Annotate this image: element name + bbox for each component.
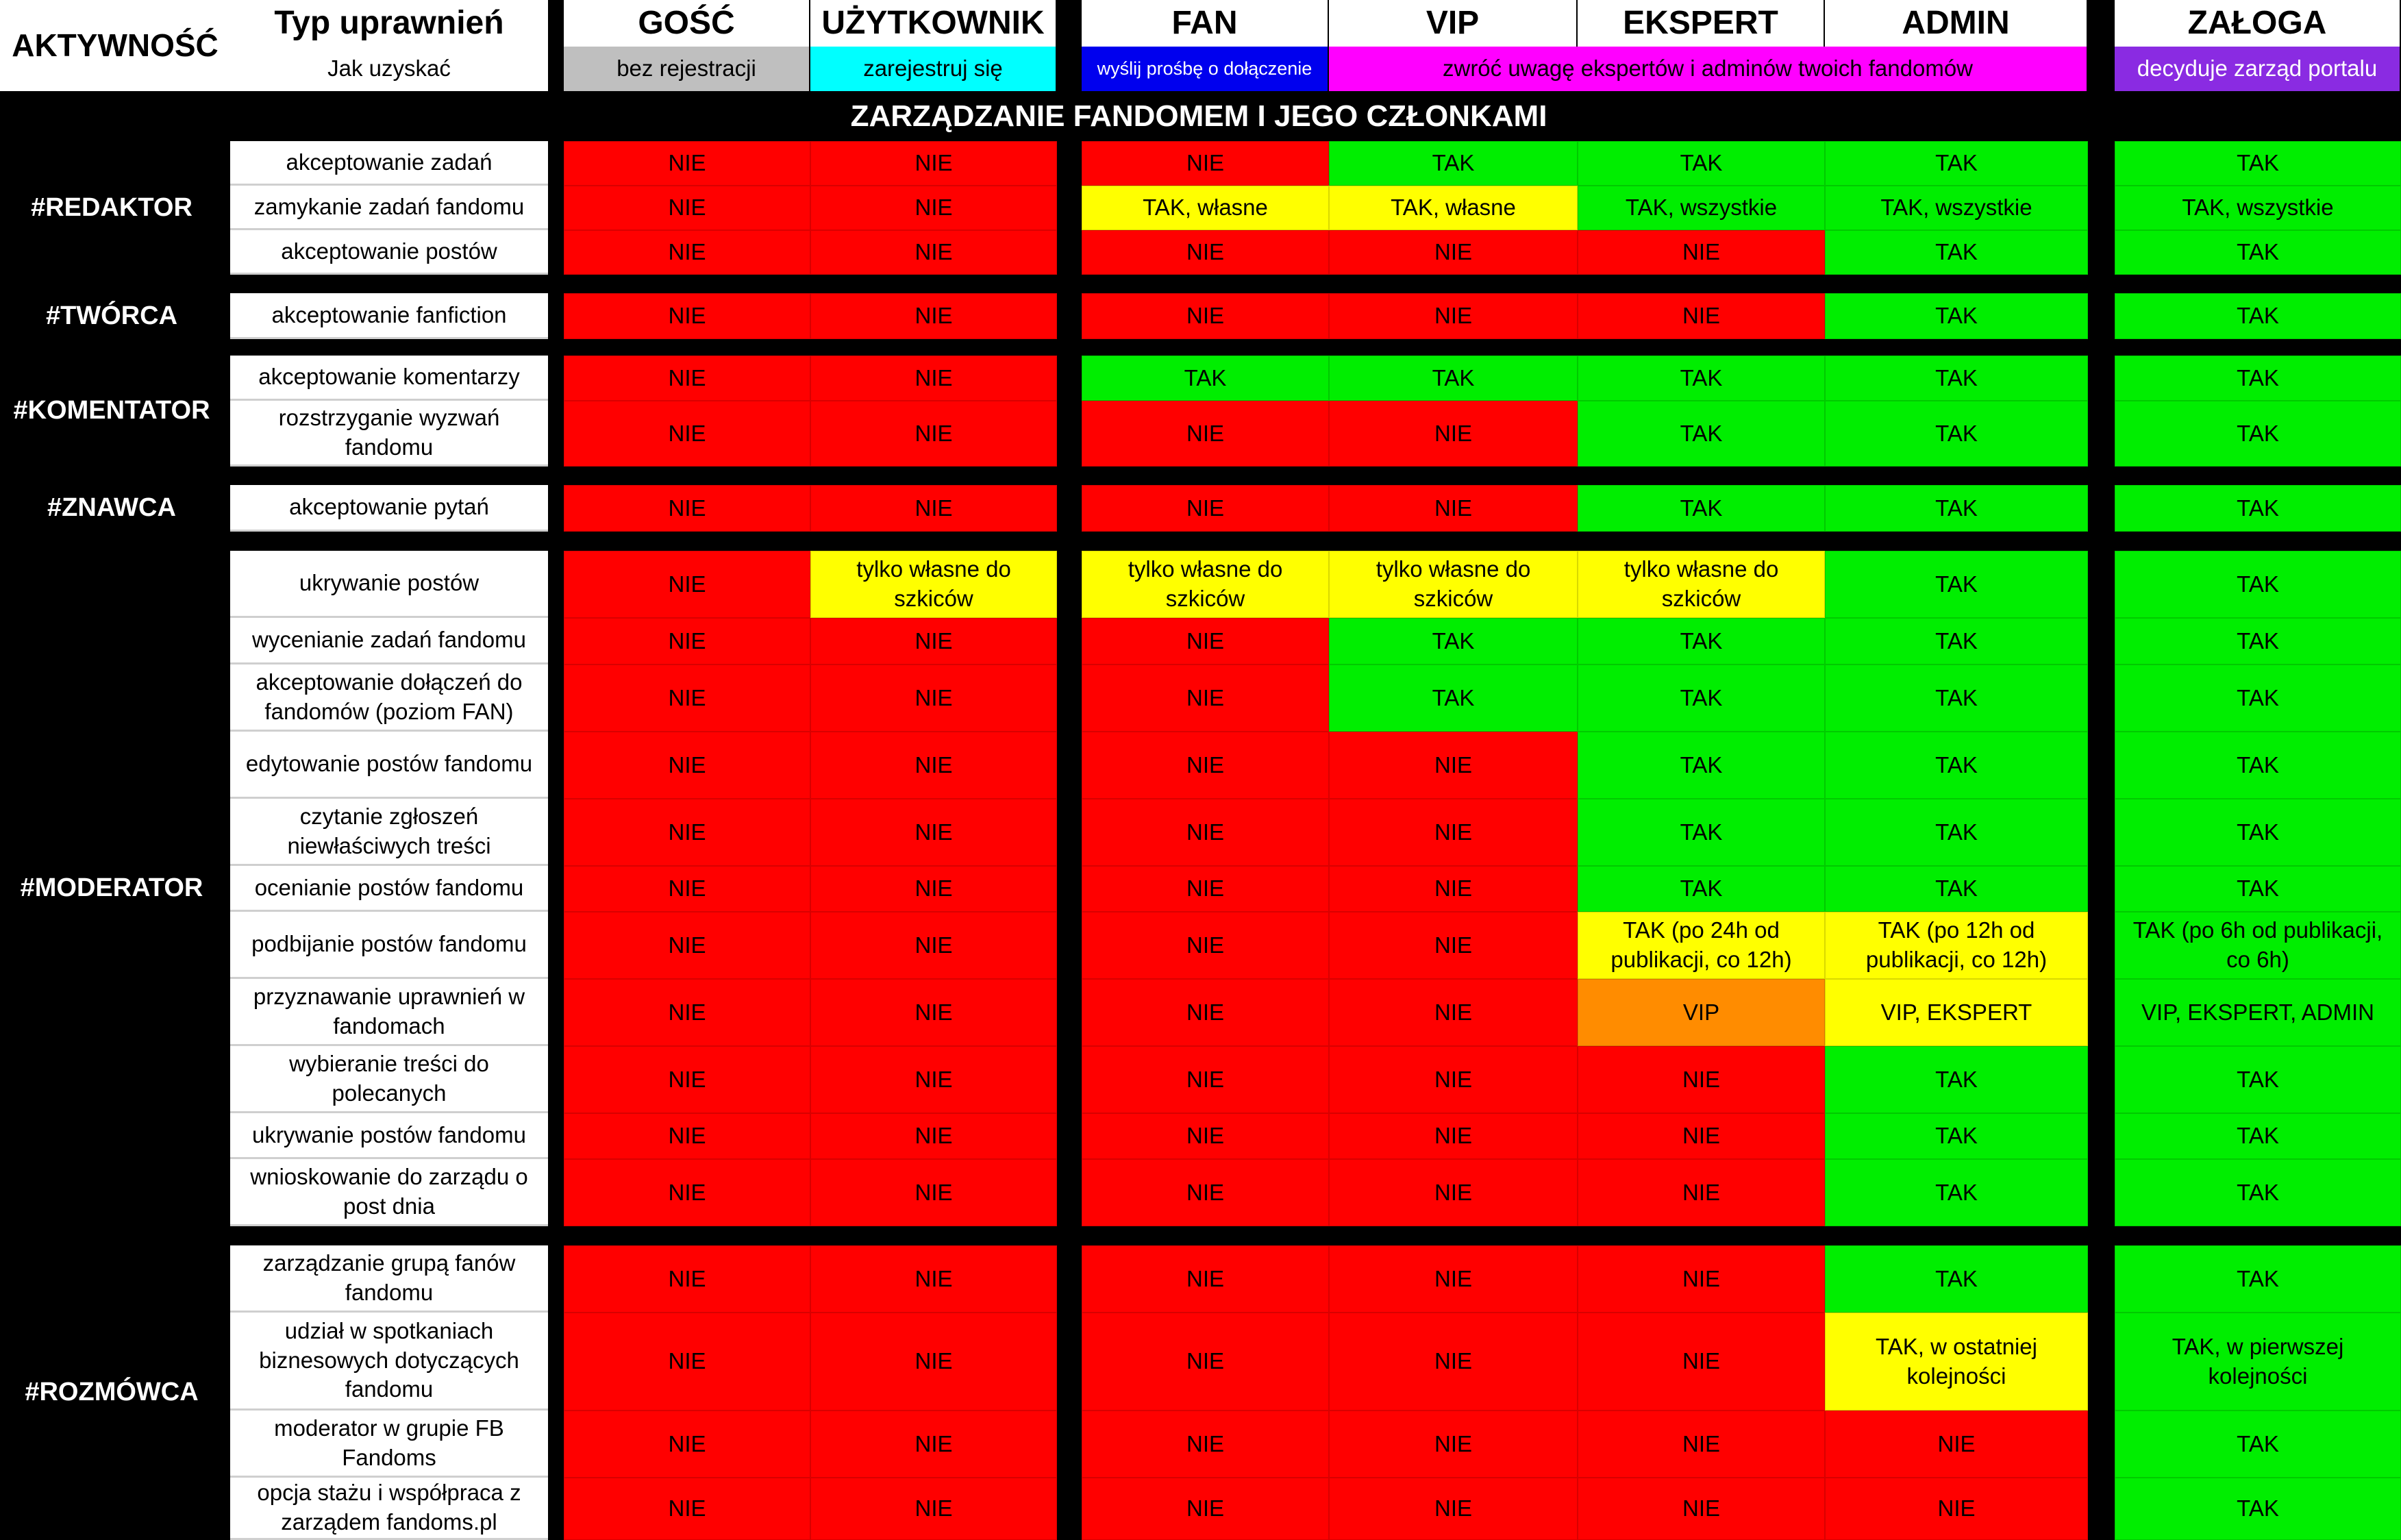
permission-cell: tylko własne do szkiców [1578,551,1825,618]
permission-cell: NIE [564,293,810,339]
permission-cell: NIE [810,912,1057,979]
permission-cell: VIP, EKSPERT, ADMIN [2115,979,2401,1046]
permission-cell: TAK [1578,141,1825,186]
permission-cell: NIE [564,356,810,401]
permission-cell: NIE [1082,293,1329,339]
permission-cell: NIE [564,912,810,979]
permission-cell: TAK [2115,485,2401,532]
permission-cell: TAK [2115,1046,2401,1113]
permission-cell: TAK, wszystkie [2115,186,2401,230]
activity-label: akceptowanie postów [230,230,548,275]
permission-cell: NIE [1329,1478,1578,1540]
group-label-znawca: #ZNAWCA [47,493,176,523]
permission-cell: TAK [1578,665,1825,732]
role-how-6: decyduje zarząd portalu [2115,47,2400,91]
permission-cell: NIE [810,1313,1057,1411]
permission-cell: TAK, własne [1082,186,1329,230]
permission-cell: NIE [1082,1478,1329,1540]
permission-cell: TAK [2115,665,2401,732]
role-header-6: ZAŁOGA [2115,0,2400,47]
permission-cell: TAK [1578,618,1825,665]
permission-cell: TAK [1082,356,1329,401]
permission-cell: NIE [810,141,1057,186]
activity-label: edytowanie postów fandomu [230,732,548,799]
permission-cell: TAK, w ostatniej kolejności [1825,1313,2088,1411]
permission-cell: NIE [1082,866,1329,912]
permission-cell: TAK [1578,401,1825,467]
permission-cell: TAK [1825,230,2088,275]
activity-label: wnioskowanie do zarządu o post dnia [230,1159,548,1226]
permission-cell: NIE [1082,401,1329,467]
group-label-moderator: #MODERATOR [20,873,203,903]
permission-cell: NIE [1329,912,1578,979]
permission-cell: TAK [1329,618,1578,665]
activity-label: ukrywanie postów [230,551,548,618]
role-how-3: zwróć uwagę ekspertów i adminów twoich fandomów [1329,47,2087,91]
permission-cell: NIE [564,1411,810,1478]
permission-cell: NIE [810,732,1057,799]
permission-cell: TAK [2115,293,2401,339]
permission-cell: NIE [810,979,1057,1046]
activity-label: podbijanie postów fandomu [230,912,548,979]
permission-cell: NIE [564,1046,810,1113]
permission-cell: NIE [564,186,810,230]
permission-cell: NIE [810,1159,1057,1226]
permission-cell: NIE [564,485,810,532]
permission-cell: NIE [1329,1411,1578,1478]
permission-cell: NIE [1082,618,1329,665]
permission-cell: TAK [1825,551,2088,618]
permission-cell: NIE [564,618,810,665]
activity-label: opcja stażu i współpraca z zarządem fandoms.pl [230,1478,548,1540]
permission-cell: NIE [1329,866,1578,912]
role-how-2: wyślij prośbę o dołączenie [1082,47,1328,91]
permission-cell: TAK [1578,866,1825,912]
permission-cell: NIE [810,665,1057,732]
permission-cell: NIE [1329,732,1578,799]
permission-cell: TAK [1825,356,2088,401]
permission-cell: NIE [564,732,810,799]
permission-cell: TAK, w pierwszej kolejności [2115,1313,2401,1411]
permission-cell: tylko własne do szkiców [810,551,1057,618]
permission-cell: TAK [1578,356,1825,401]
permission-cell: NIE [1329,293,1578,339]
activity-label: przyznawanie uprawnień w fandomach [230,979,548,1046]
permission-cell: NIE [1578,230,1825,275]
permission-cell: TAK (po 24h od publikacji, co 12h) [1578,912,1825,979]
permission-cell: NIE [1082,1113,1329,1159]
activity-header: AKTYWNOŚĆ [0,0,230,91]
permission-cell: NIE [1329,1245,1578,1313]
group-label-rozmówca: #ROZMÓWCA [25,1378,199,1407]
permission-cell: NIE [1825,1411,2088,1478]
permission-cell: TAK [2115,401,2401,467]
permission-cell: NIE [564,551,810,618]
permission-cell: TAK [2115,1478,2401,1540]
permission-cell: TAK [1825,732,2088,799]
permission-cell: NIE [1578,293,1825,339]
permission-cell: NIE [1578,1313,1825,1411]
permission-cell: TAK, własne [1329,186,1578,230]
permission-cell: NIE [564,1113,810,1159]
permission-cell: TAK (po 12h od publikacji, co 12h) [1825,912,2088,979]
permission-cell: TAK [1825,485,2088,532]
permission-cell: TAK [1578,732,1825,799]
permission-cell: TAK [2115,141,2401,186]
activity-label: akceptowanie fanfiction [230,293,548,339]
role-header-3: VIP [1329,0,1576,47]
permission-cell: NIE [1329,1159,1578,1226]
permission-cell: NIE [810,186,1057,230]
permission-cell: NIE [1825,1478,2088,1540]
activity-label: ukrywanie postów fandomu [230,1113,548,1159]
permission-cell: NIE [1329,979,1578,1046]
role-header-4: EKSPERT [1578,0,1824,47]
permission-cell: NIE [1329,1113,1578,1159]
role-header-0: GOŚĆ [564,0,809,47]
permission-cell: TAK [2115,618,2401,665]
permission-cell: NIE [564,1478,810,1540]
permission-cell: NIE [810,618,1057,665]
activity-label: zamykanie zadań fandomu [230,186,548,230]
permission-cell: TAK [2115,1411,2401,1478]
permission-cell: NIE [1082,485,1329,532]
activity-label: czytanie zgłoszeń niewłaściwych treści [230,799,548,866]
type-header: Typ uprawnień [230,0,548,47]
permission-cell: NIE [1329,485,1578,532]
permission-cell: NIE [1578,1478,1825,1540]
permission-cell: NIE [1082,1159,1329,1226]
permission-cell: TAK [2115,356,2401,401]
permission-cell: TAK [1825,799,2088,866]
group-label-komentator: #KOMENTATOR [13,396,210,425]
permission-cell: TAK [2115,230,2401,275]
permission-cell: NIE [1082,799,1329,866]
group-label-redaktor: #REDAKTOR [31,192,192,222]
permission-cell: NIE [810,485,1057,532]
permission-cell: TAK [1825,866,2088,912]
permission-cell: TAK [1825,665,2088,732]
permission-cell: TAK [2115,551,2401,618]
permission-cell: NIE [1082,1313,1329,1411]
permission-cell: NIE [1578,1046,1825,1113]
permission-cell: NIE [564,665,810,732]
activity-label: wybieranie treści do polecanych [230,1046,548,1113]
permission-cell: TAK [1825,1159,2088,1226]
activity-label: ocenianie postów fandomu [230,866,548,912]
role-how-0: bez rejestracji [564,47,809,91]
permission-cell: NIE [810,356,1057,401]
permission-cell: TAK [2115,732,2401,799]
permission-cell: tylko własne do szkiców [1082,551,1329,618]
permission-cell: NIE [1329,401,1578,467]
permission-cell: NIE [1329,799,1578,866]
activity-label: udział w spotkaniach biznesowych dotyczących fandomu [230,1313,548,1411]
permission-cell: NIE [1082,1411,1329,1478]
permission-cell: NIE [564,230,810,275]
group-label-twórca: #TWÓRCA [45,301,178,330]
permission-cell: NIE [564,799,810,866]
permission-cell: NIE [1329,1046,1578,1113]
permission-cell: NIE [564,1159,810,1226]
permission-cell: NIE [1082,732,1329,799]
permission-cell: NIE [1082,230,1329,275]
permission-cell: NIE [1082,1046,1329,1113]
permission-cell: TAK [1825,1245,2088,1313]
activity-label: akceptowanie dołączeń do fandomów (poziom FAN) [230,665,548,732]
permission-cell: NIE [810,1245,1057,1313]
activity-label: moderator w grupie FB Fandoms [230,1411,548,1478]
permission-cell: TAK [2115,799,2401,866]
permission-cell: NIE [1329,1313,1578,1411]
activity-label: rozstrzyganie wyzwań fandomu [230,401,548,467]
permission-cell: NIE [810,293,1057,339]
permission-cell: NIE [564,1313,810,1411]
permission-cell: TAK [1825,293,2088,339]
permission-cell: TAK [1329,141,1578,186]
activity-label: wycenianie zadań fandomu [230,618,548,665]
permission-cell: NIE [1578,1159,1825,1226]
permission-cell: TAK [1329,665,1578,732]
permission-cell: NIE [1578,1411,1825,1478]
permission-cell: NIE [1082,141,1329,186]
permission-cell: TAK [1825,1113,2088,1159]
permission-cell: TAK [1825,141,2088,186]
permission-cell: NIE [1578,1113,1825,1159]
permission-cell: VIP [1578,979,1825,1046]
permission-cell: TAK [1825,401,2088,467]
permission-cell: NIE [810,1046,1057,1113]
activity-label: akceptowanie pytań [230,485,548,532]
permission-cell: TAK [1825,618,2088,665]
how-to-get-header: Jak uzyskać [230,47,548,91]
permission-cell: NIE [810,401,1057,467]
role-header-2: FAN [1082,0,1328,47]
permission-cell: NIE [1082,1245,1329,1313]
permission-cell: tylko własne do szkiców [1329,551,1578,618]
permission-cell: NIE [810,230,1057,275]
permission-cell: NIE [564,141,810,186]
permission-cell: NIE [1082,665,1329,732]
permission-cell: NIE [1082,979,1329,1046]
permission-cell: TAK, wszystkie [1578,186,1825,230]
permission-cell: TAK [2115,1159,2401,1226]
permission-cell: VIP, EKSPERT [1825,979,2088,1046]
permission-cell: NIE [1082,912,1329,979]
permission-cell: NIE [810,1411,1057,1478]
activity-label: akceptowanie zadań [230,141,548,186]
permission-cell: TAK [2115,1245,2401,1313]
permission-cell: TAK [2115,1113,2401,1159]
permission-cell: NIE [810,799,1057,866]
section-title: ZARZĄDZANIE FANDOMEM I JEGO CZŁONKAMI [850,99,1547,133]
permission-cell: NIE [564,866,810,912]
permission-cell: NIE [564,1245,810,1313]
permission-cell: NIE [564,979,810,1046]
permission-cell: NIE [810,1113,1057,1159]
permission-cell: TAK [1578,485,1825,532]
permission-cell: TAK [2115,866,2401,912]
permission-cell: TAK [1329,356,1578,401]
permission-cell: NIE [564,401,810,467]
permission-cell: NIE [1329,230,1578,275]
permission-cell: TAK [1578,799,1825,866]
permission-cell: NIE [810,866,1057,912]
permission-cell: TAK (po 6h od publikacji, co 6h) [2115,912,2401,979]
role-how-1: zarejestruj się [810,47,1056,91]
permission-cell: TAK [1825,1046,2088,1113]
permission-cell: NIE [1578,1245,1825,1313]
role-header-5: ADMIN [1825,0,2087,47]
permission-cell: TAK, wszystkie [1825,186,2088,230]
activity-label: zarządzanie grupą fanów fandomu [230,1245,548,1313]
permission-cell: NIE [810,1478,1057,1540]
role-header-1: UŻYTKOWNIK [810,0,1056,47]
activity-label: akceptowanie komentarzy [230,356,548,401]
